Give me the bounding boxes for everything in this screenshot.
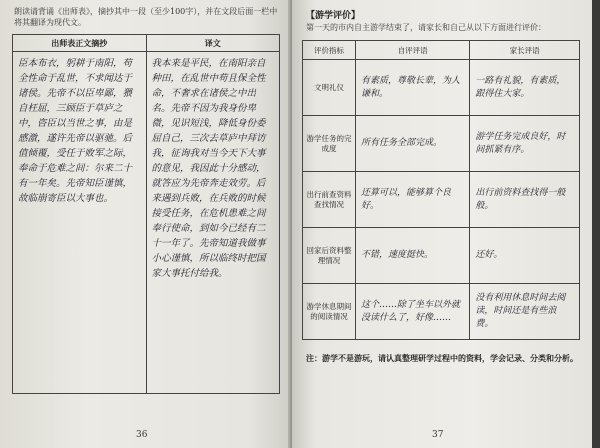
- footnote: 注：游学不是游玩，请认真整理研学过程中的资料，学会记录、分类和分析。: [306, 353, 578, 363]
- self-review-cell: 有素质，尊敬长辈，为人谦和。: [356, 60, 470, 116]
- indicator-cell: 游学任务的完成度: [303, 116, 356, 172]
- left-page: [0, 0, 292, 448]
- table-row: [303, 60, 580, 116]
- indicator-cell: 回家后资料整理情况: [303, 228, 356, 284]
- excerpt-column-header: 出师表正文摘抄: [13, 35, 147, 51]
- table-row: [303, 172, 580, 228]
- self-review-header: 自评评语: [356, 41, 470, 60]
- self-review-cell: 所有任务全部完成。: [356, 116, 470, 172]
- self-review-cell: 这个……除了坐车以外就没读什么了，好像……: [356, 284, 470, 340]
- parent-review-cell: 出行前资料查找得一般般。: [470, 172, 580, 228]
- excerpt-text: 臣本布衣，躬耕于南阳，苟全性命于乱世，不求闻达于诸侯。先帝不以臣卑鄙，猥自枉屈，三顾臣于草庐之中，咨臣以当世之事，由是感激，遂许先帝以驱驰。后值倾覆，受任于败军之际，奉命于危难之间：尔来二十有一年矣。先帝知臣谨慎，故临崩寄臣以大事也。: [13, 52, 147, 393]
- page-number-left: 36: [136, 430, 148, 440]
- excerpt-table-body: [13, 52, 279, 393]
- parent-review-cell: 游学任务完成良好，时间抓紧有序。: [470, 116, 580, 172]
- table-row: [303, 116, 580, 172]
- parent-review-cell: 没有利用休息时间去阅读，时间还是有些浪费。: [470, 284, 580, 340]
- parent-review-cell: 还好。: [470, 228, 580, 284]
- indicator-cell: 游学休息期间的阅读情况: [303, 284, 356, 340]
- right-page: [292, 0, 592, 448]
- indicator-cell: 文明礼仪: [303, 60, 356, 116]
- excerpt-table-header: [13, 35, 279, 52]
- translation-text: 我本来是平民，在南阳亲自种田，在乱世中苟且保全性命，不奢求在诸侯之中出名。先帝不因为我身份卑微，见识短浅，降低身份委屈自己，三次去草庐中拜访我，征询我对当今天下大事的意见，我因此十分感动，就答应为先帝奔走效劳。后来遇到兵败，在兵败的时候接受任务，在危机患难之间奉行使命，到如今已经有二十一年了。先帝知道我做事小心谨慎，所以临终时把国家大事托付给我。: [151, 58, 266, 279]
- indicator-header: 评价指标: [303, 41, 356, 60]
- excerpt-table: [12, 34, 280, 394]
- right-intro: 第一天的市内自主游学结束了，请家长和自己从以下方面进行评价：: [306, 23, 546, 32]
- self-review-cell: 不错，速度挺快。: [356, 228, 470, 284]
- parent-review-cell: 一路有礼貌，有素质，跟得住大家。: [470, 60, 580, 116]
- translation-column-header: 译文: [204, 38, 221, 48]
- table-row: [303, 228, 580, 284]
- self-review-cell: 还算可以，能够算个良好。: [356, 172, 470, 228]
- page-number-right: 37: [432, 430, 444, 440]
- indicator-cell: 出行前查资料查找情况: [303, 172, 356, 228]
- evaluation-header-row: [303, 41, 580, 60]
- table-row: [303, 284, 580, 340]
- evaluation-table: [302, 40, 580, 340]
- left-intro: 朗读请背诵《出师表》，摘抄其中一段（至少100字），并在文段后面一栏中将其翻译为现代文。: [14, 7, 278, 27]
- section-title: 【游学评价】: [306, 11, 361, 21]
- parent-review-header: 家长评语: [470, 41, 580, 60]
